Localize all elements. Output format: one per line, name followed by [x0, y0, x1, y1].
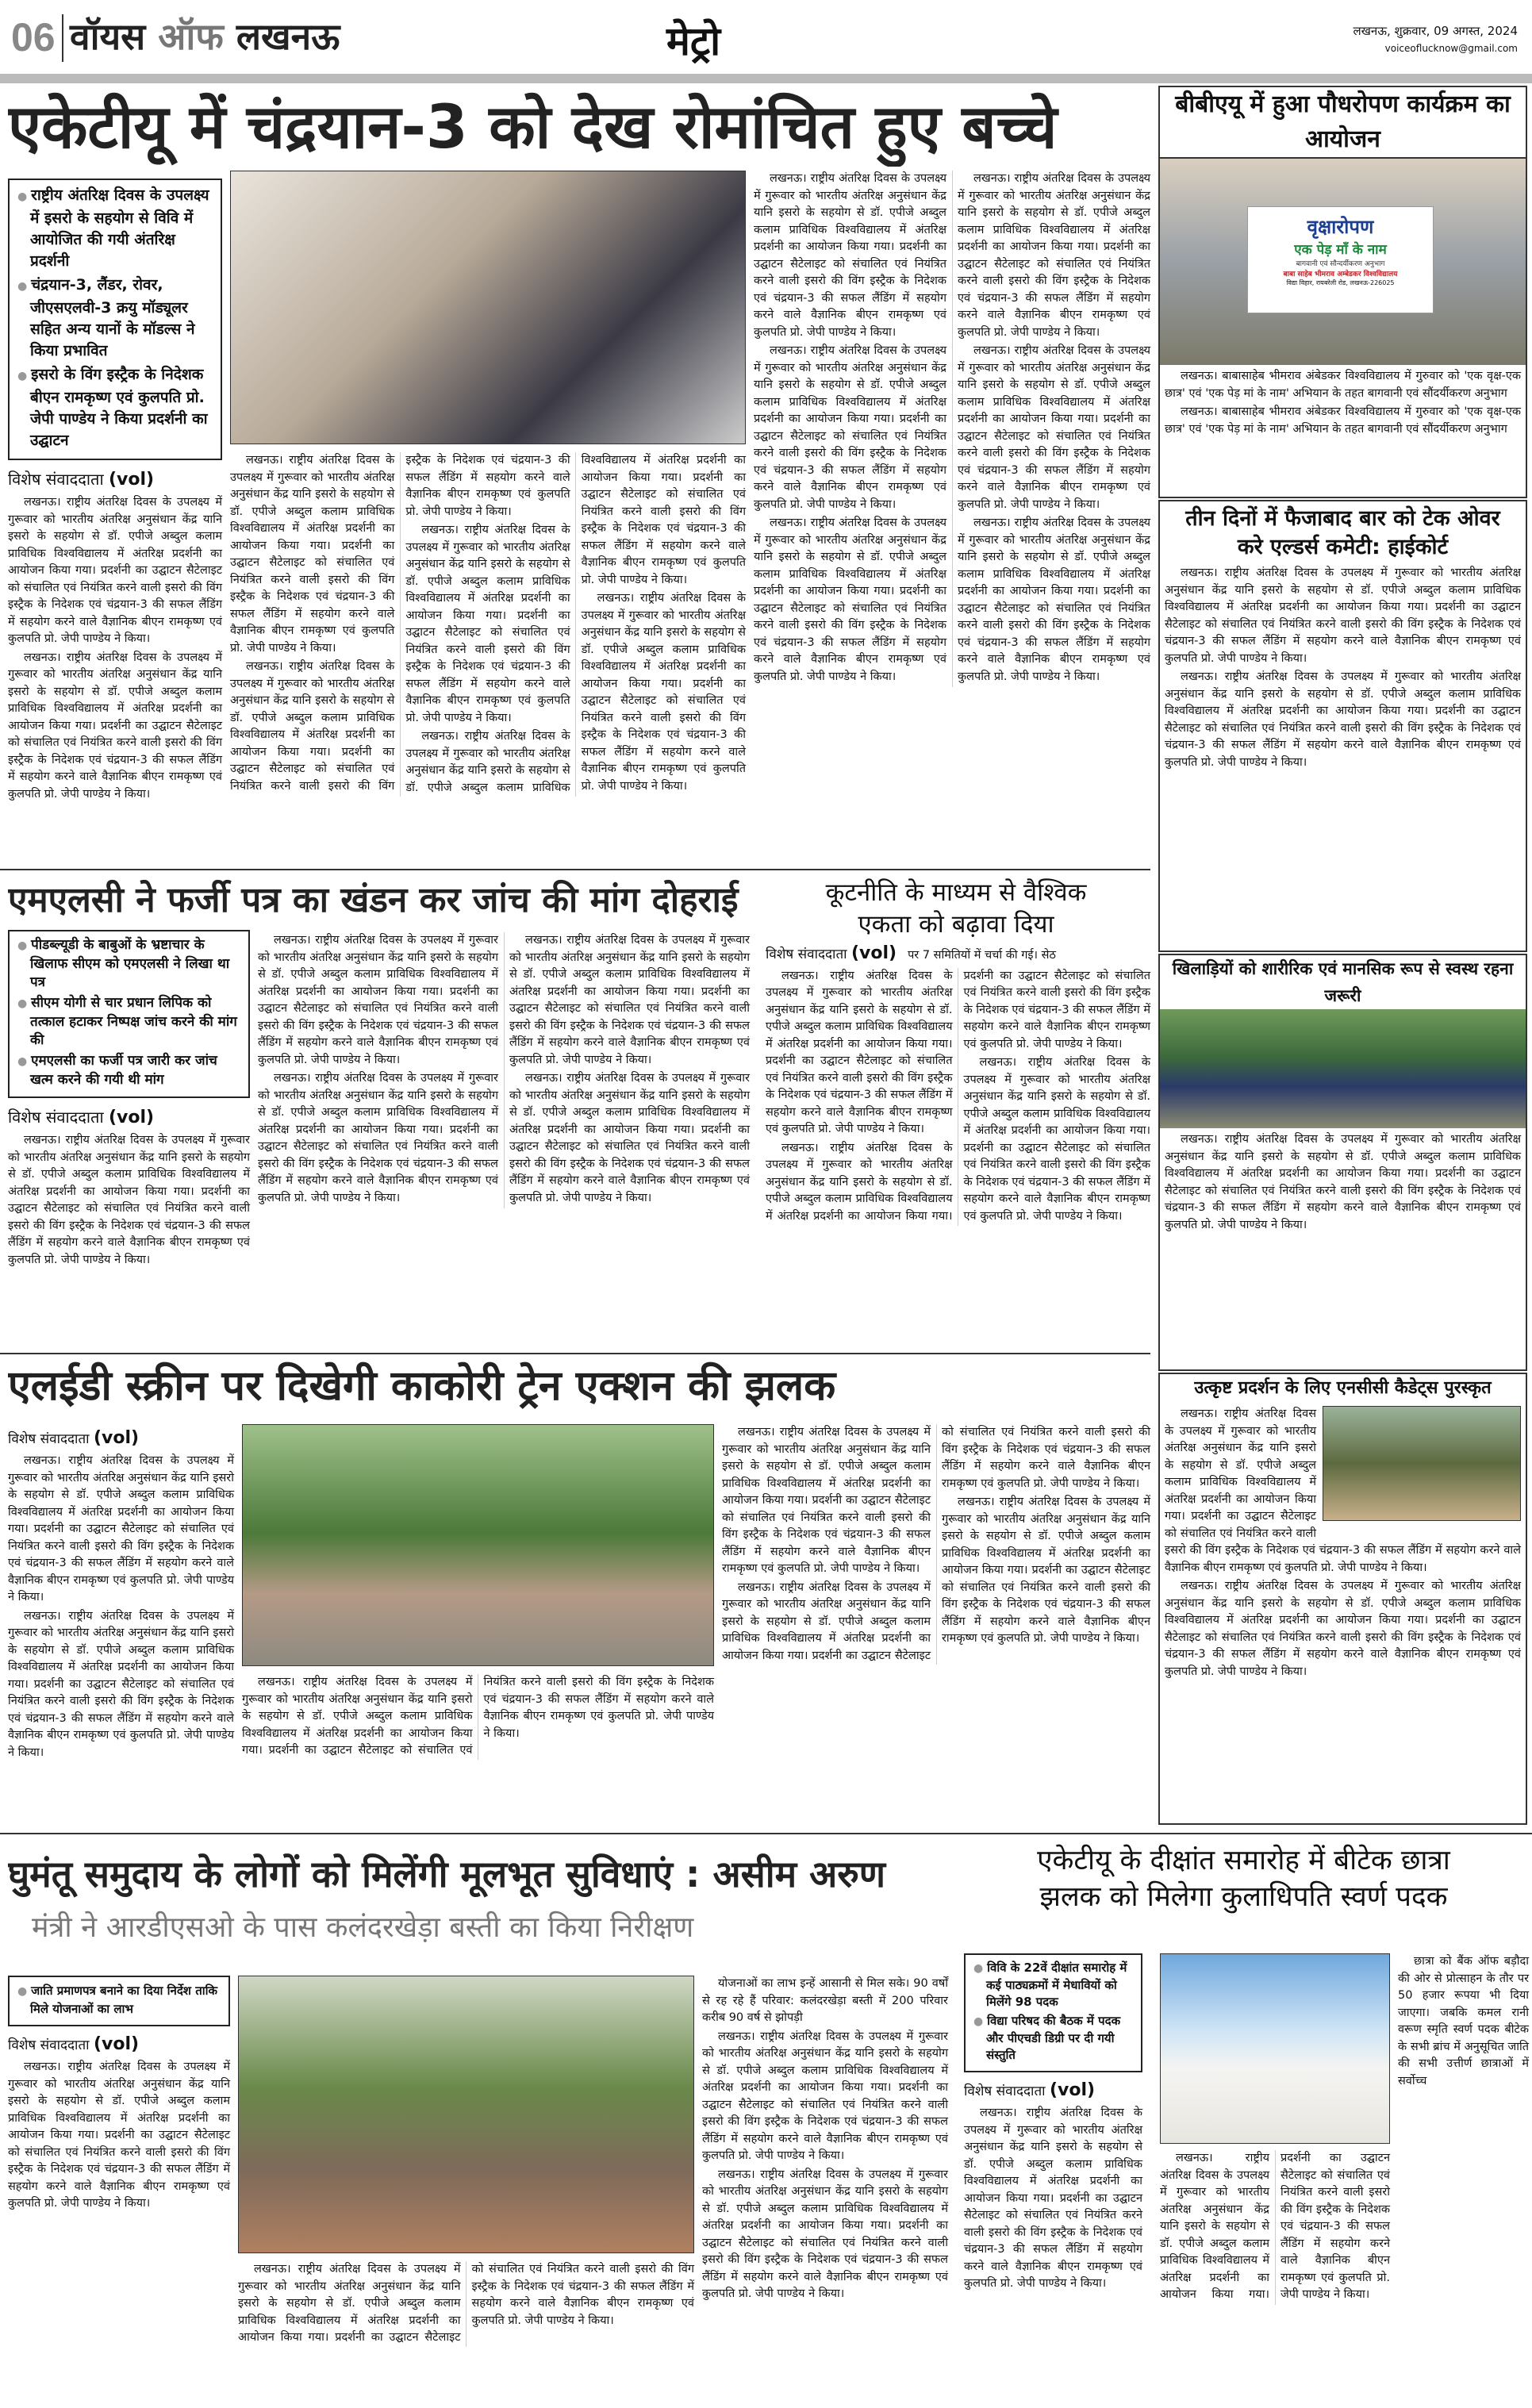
led-photo	[242, 1424, 714, 1666]
lead-body-right: लखनऊ। राष्ट्रीय अंतरिक्ष दिवस के उपलक्ष्य में गुरूवार को भारतीय अंतरिक्ष अनुसंधान केंद्र यानि इसरो के सहयोग से डॉ. एपीजे अब्दुल कलाम प्राविधिक विश्वविद्यालय में अंतरिक्ष प्रदर्शनी का आयोजन किया गया। प्रदर्शनी का उद्घाटन सैटेलाइट को संचालित एवं नियंत्रित करने वाली इसरो की विंग इस्ट्रैक के निदेशक एवं चंद्रयान-3 की सफल लैंडिंग में सहयोग करने वाले वैज्ञानिक बीएन रामकृष्ण एवं कुलपति प्रो. जेपी पाण्डेय ने किया। लखनऊ। राष्ट्रीय अंतरिक्ष दिवस के उपलक्ष्य में गुरूवार को भारतीय अंतरिक्ष अनुसंधान केंद्र यानि इसरो के सहयोग से डॉ. एपीजे अब्दुल कलाम प्राविधिक विश्वविद्यालय में अंतरिक्ष प्रदर्शनी का आयोजन किया गया। प्रदर्शनी का उद्घाटन सैटेलाइट को संचालित एवं नियंत्रित करने वाली इसरो की विंग इस्ट्रैक के निदेशक एवं चंद्रयान-3 की सफल लैंडिंग में सहयोग करने वाले वैज्ञानिक बीएन रामकृष्ण एवं कुलपति प्रो. जेपी पाण्डेय ने किया। लखनऊ। राष्ट्रीय अंतरिक्ष दिवस के उपलक्ष्य में गुरूवार को भारतीय अंतरिक्ष अनुसंधान केंद्र यानि इसरो के सहयोग से डॉ. एपीजे अब्दुल कलाम प्राविधिक विश्वविद्यालय में अंतरिक्ष प्रदर्शनी का आयोजन किया गया। प्रदर्शनी का उद्घाटन सैटेलाइट को संचालित एवं नियंत्रित करने वाली इसरो की विंग इस्ट्रैक के निदेशक एवं चंद्रयान-3 की सफल लैंडिंग में सहयोग करने वाले वैज्ञानिक बीएन रामकृष्ण एवं कुलपति प्रो. जेपी पाण्डेय ने किया। लखनऊ। राष्ट्रीय अंतरिक्ष दिवस के उपलक्ष्य में गुरूवार को भारतीय अंतरिक्ष अनुसंधान केंद्र यानि इसरो के सहयोग से डॉ. एपीजे अब्दुल कलाम प्राविधिक विश्वविद्यालय में अंतरिक्ष प्रदर्शनी का आयोजन किया गया। प्रदर्शनी का उद्घाटन सैटेलाइट को संचालित एवं नियंत्रित करने वाली इसरो की विंग इस्ट्रैक के निदेशक एवं चंद्रयान-3 की सफल लैंडिंग में सहयोग करने वाले वैज्ञानिक बीएन रामकृष्ण एवं कुलपति प्रो. जेपी पाण्डेय ने किया। लखनऊ। राष्ट्रीय अंतरिक्ष दिवस के उपलक्ष्य में गुरूवार को भारतीय अंतरिक्ष अनुसंधान केंद्र यानि इसरो के सहयोग से डॉ. एपीजे अब्दुल कलाम प्राविधिक विश्वविद्यालय में अंतरिक्ष प्रदर्शनी का आयोजन किया गया। प्रदर्शनी का उद्घाटन सैटेलाइट को संचालित एवं नियंत्रित करने वाली इसरो की विंग इस्ट्रैक के निदेशक एवं चंद्रयान-3 की सफल लैंडिंग में सहयोग करने वाले वैज्ञानिक बीएन रामकृष्ण एवं कुलपति प्रो. जेपी पाण्डेय ने किया। लखनऊ। राष्ट्रीय अंतरिक्ष दिवस के उपलक्ष्य में गुरूवार को भारतीय अंतरिक्ष अनुसंधान केंद्र यानि इसरो के सहयोग से डॉ. एपीजे अब्दुल कलाम प्राविधिक विश्वविद्यालय में अंतरिक्ष प्रदर्शनी का आयोजन किया गया। प्रदर्शनी का उद्घाटन सैटेलाइट को संचालित एवं नियंत्रित करने वाली इसरो की विंग इस्ट्रैक के निदेशक एवं चंद्रयान-3 की सफल लैंडिंग में सहयोग करने वाले वैज्ञानिक बीएन रामकृष्ण एवं कुलपति प्रो. जेपी पाण्डेय ने किया।	[754, 172, 1150, 683]
diplomacy-body: लखनऊ। राष्ट्रीय अंतरिक्ष दिवस के उपलक्ष्य में गुरूवार को भारतीय अंतरिक्ष अनुसंधान केंद्र यानि इसरो के सहयोग से डॉ. एपीजे अब्दुल कलाम प्राविधिक विश्वविद्यालय में अंतरिक्ष प्रदर्शनी का आयोजन किया गया। प्रदर्शनी का उद्घाटन सैटेलाइट को संचालित एवं नियंत्रित करने वाली इसरो की विंग इस्ट्रैक के निदेशक एवं चंद्रयान-3 की सफल लैंडिंग में सहयोग करने वाले वैज्ञानिक बीएन रामकृष्ण एवं कुलपति प्रो. जेपी पाण्डेय ने किया। लखनऊ। राष्ट्रीय अंतरिक्ष दिवस के उपलक्ष्य में गुरूवार को भारतीय अंतरिक्ष अनुसंधान केंद्र यानि इसरो के सहयोग से डॉ. एपीजे अब्दुल कलाम प्राविधिक विश्वविद्यालय में अंतरिक्ष प्रदर्शनी का आयोजन किया गया। प्रदर्शनी का उद्घाटन सैटेलाइट को संचालित एवं नियंत्रित करने वाली इसरो की विंग इस्ट्रैक के निदेशक एवं चंद्रयान-3 की सफल लैंडिंग में सहयोग करने वाले वैज्ञानिक बीएन रामकृष्ण एवं कुलपति प्रो. जेपी पाण्डेय ने किया। लखनऊ। राष्ट्रीय अंतरिक्ष दिवस के उपलक्ष्य में गुरूवार को भारतीय अंतरिक्ष अनुसंधान केंद्र यानि इसरो के सहयोग से डॉ. एपीजे अब्दुल कलाम प्राविधिक विश्वविद्यालय में अंतरिक्ष प्रदर्शनी का आयोजन किया गया। प्रदर्शनी का उद्घाटन सैटेलाइट को संचालित एवं नियंत्रित करने वाली इसरो की विंग इस्ट्रैक के निदेशक एवं चंद्रयान-3 की सफल लैंडिंग में सहयोग करने वाले वैज्ञानिक बीएन रामकृष्ण एवं कुलपति प्रो. जेपी पाण्डेय ने किया।	[766, 969, 1150, 1223]
ncc-photo	[1323, 1406, 1521, 1521]
newspaper-name: वॉयस ऑफ लखनऊ	[70, 15, 340, 58]
divider	[0, 1833, 1532, 1834]
section-title: मेट्रो	[666, 18, 721, 64]
mlc-left-column: ● पीडब्ल्यूडी के बाबुओं के भ्रष्टाचार के खिलाफ सीएम को एमएलसी ने लिखा था पत्र ● सीएम योगी से चार प्रधान लिपिक को तत्काल हटाकर निष्पक्ष जांच करने की मांग की ● एमएलसी का फर्जी पत्र जारी कर जांच खत्म करने की गयी थी मांग विशेष संवाददाता (vol) लखनऊ। राष्ट्रीय अंतरिक्ष दिवस के उपलक्ष्य में गुरूवार को भारतीय अंतरिक्ष अनुसंधान केंद्र यानि इसरो के सहयोग से डॉ. एपीजे अब्दुल कलाम प्राविधिक विश्वविद्यालय में अंतरिक्ष प्रदर्शनी का आयोजन किया गया। प्रदर्शनी का उद्घाटन सैटेलाइट को संचालित एवं नियंत्रित करने वाली इसरो की विंग इस्ट्रैक के निदेशक एवं चंद्रयान-3 की सफल लैंडिंग में सहयोग करने वाले वैज्ञानिक बीएन रामकृष्ण एवं कुलपति प्रो. जेपी पाण्डेय ने किया।	[8, 930, 250, 1270]
diplomacy-story: कूटनीति के माध्यम से वैश्विक एकता को बढ़ावा दिया विशेष संवाददाता (vol) पर 7 समितियों में चर्चा की गई। सेठ लखनऊ। राष्ट्रीय अंतरिक्ष दिवस के उपलक्ष्य में गुरूवार को भारतीय अंतरिक्ष अनुसंधान केंद्र यानि इसरो के सहयोग से डॉ. एपीजे अब्दुल कलाम प्राविधिक विश्वविद्यालय में अंतरिक्ष प्रदर्शनी का आयोजन किया गया। प्रदर्शनी का उद्घाटन सैटेलाइट को संचालित एवं नियंत्रित करने वाली इसरो की विंग इस्ट्रैक के निदेशक एवं चंद्रयान-3 की सफल लैंडिंग में सहयोग करने वाले वैज्ञानिक बीएन रामकृष्ण एवं कुलपति प्रो. जेपी पाण्डेय ने किया। लखनऊ। राष्ट्रीय अंतरिक्ष दिवस के उपलक्ष्य में गुरूवार को भारतीय अंतरिक्ष अनुसंधान केंद्र यानि इसरो के सहयोग से डॉ. एपीजे अब्दुल कलाम प्राविधिक विश्वविद्यालय में अंतरिक्ष प्रदर्शनी का आयोजन किया गया। प्रदर्शनी का उद्घाटन सैटेलाइट को संचालित एवं नियंत्रित करने वाली इसरो की विंग इस्ट्रैक के निदेशक एवं चंद्रयान-3 की सफल लैंडिंग में सहयोग करने वाले वैज्ञानिक बीएन रामकृष्ण एवं कुलपति प्रो. जेपी पाण्डेय ने किया। लखनऊ। राष्ट्रीय अंतरिक्ष दिवस के उपलक्ष्य में गुरूवार को भारतीय अंतरिक्ष अनुसंधान केंद्र यानि इसरो के सहयोग से डॉ. एपीजे अब्दुल कलाम प्राविधिक विश्वविद्यालय में अंतरिक्ष प्रदर्शनी का आयोजन किया गया। प्रदर्शनी का उद्घाटन सैटेलाइट को संचालित एवं नियंत्रित करने वाली इसरो की विंग इस्ट्रैक के निदेशक एवं चंद्रयान-3 की सफल लैंडिंग में सहयोग करने वाले वैज्ञानिक बीएन रामकृष्ण एवं कुलपति प्रो. जेपी पाण्डेय ने किया।	[762, 877, 1150, 1226]
faizabad-story: तीन दिनों में फैजाबाद बार को टेक ओवर करे एल्डर्स कमेटी: हाईकोर्ट लखनऊ। राष्ट्रीय अंतरिक्ष दिवस के उपलक्ष्य में गुरूवार को भारतीय अंतरिक्ष अनुसंधान केंद्र यानि इसरो के सहयोग से डॉ. एपीजे अब्दुल कलाम प्राविधिक विश्वविद्यालय में अंतरिक्ष प्रदर्शनी का आयोजन किया गया। प्रदर्शनी का उद्घाटन सैटेलाइट को संचालित एवं नियंत्रित करने वाली इसरो की विंग इस्ट्रैक के निदेशक एवं चंद्रयान-3 की सफल लैंडिंग में सहयोग करने वाले वैज्ञानिक बीएन रामकृष्ण एवं कुलपति प्रो. जेपी पाण्डेय ने किया। लखनऊ। राष्ट्रीय अंतरिक्ष दिवस के उपलक्ष्य में गुरूवार को भारतीय अंतरिक्ष अनुसंधान केंद्र यानि इसरो के सहयोग से डॉ. एपीजे अब्दुल कलाम प्राविधिक विश्वविद्यालय में अंतरिक्ष प्रदर्शनी का आयोजन किया गया। प्रदर्शनी का उद्घाटन सैटेलाइट को संचालित एवं नियंत्रित करने वाली इसरो की विंग इस्ट्रैक के निदेशक एवं चंद्रयान-3 की सफल लैंडिंग में सहयोग करने वाले वैज्ञानिक बीएन रामकृष्ण एवं कुलपति प्रो. जेपी पाण्डेय ने किया।	[1158, 500, 1527, 952]
diplomacy-headline: कूटनीति के माध्यम से वैश्विक एकता को बढ़ावा दिया	[825, 878, 1087, 939]
divider	[0, 74, 1532, 83]
aktu-body: छात्रा को बैंक ऑफ बड़ौदा की ओर से प्रोत्साहन के तौर पर 50 हजार रूपया भी दिया जाएगा। जबकि कमल रानी वरूण स्मृति स्वर्ण पदक बीटेक के सभी ब्रांच में अनुसूचित जाति की सभी उत्तीर्ण छात्राओं में सर्वोच्च	[1398, 1955, 1529, 2087]
bbau-story: बीबीएयू में हुआ पौधरोपण कार्यक्रम का आयोजन वृक्षारोपण एक पेड़ माँ के नाम बागवानी एवं सौन्दर्यीकरण अनुभाग बाबा साहेब भीमराव अम्बेडकर विश्वविद्यालय विद्या विहार, रायबरेली रोड, लखनऊ-226025 लखनऊ। बाबासाहेब भीमराव अंबेडकर विश्वविद्यालय में गुरुवार को 'एक वृक्ष-एक छात्र' एवं 'एक पेड़ मां के नाम' अभियान के तहत बागवानी एवं सौंदर्यीकरण अनुभाग लखनऊ। बाबासाहेब भीमराव अंबेडकर विश्वविद्यालय में गुरुवार को 'एक वृक्ष-एक छात्र' एवं 'एक पेड़ मां के नाम' अभियान के तहत बागवानी एवं सौंदर्यीकरण अनुभाग	[1158, 86, 1527, 498]
lead-left-column	[8, 179, 222, 805]
nomadic-photo	[238, 1976, 694, 2253]
nomadic-highlights: ● जाति प्रमाणपत्र बनाने का दिया निर्देश ताकि मिले योजनाओं का लाभ	[8, 1976, 230, 2026]
byline: विशेष संवाददाता (vol)	[964, 2080, 1096, 2100]
dateline: लखनऊ, शुक्रवार, 09 अगस्त, 2024 voiceoflucknow@gmail.com	[1353, 24, 1518, 54]
players-headline: खिलाड़ियों को शारीरिक एवं मानसिक रूप से स्वस्थ रहना जरूरी	[1172, 959, 1514, 1005]
players-photo	[1160, 1009, 1526, 1128]
led-left-column: विशेष संवाददाता (vol) लखनऊ। राष्ट्रीय अंतरिक्ष दिवस के उपलक्ष्य में गुरूवार को भारतीय अंतरिक्ष अनुसंधान केंद्र यानि इसरो के सहयोग से डॉ. एपीजे अब्दुल कलाम प्राविधिक विश्वविद्यालय में अंतरिक्ष प्रदर्शनी का आयोजन किया गया। प्रदर्शनी का उद्घाटन सैटेलाइट को संचालित एवं नियंत्रित करने वाली इसरो की विंग इस्ट्रैक के निदेशक एवं चंद्रयान-3 की सफल लैंडिंग में सहयोग करने वाले वैज्ञानिक बीएन रामकृष्ण एवं कुलपति प्रो. जेपी पाण्डेय ने किया। लखनऊ। राष्ट्रीय अंतरिक्ष दिवस के उपलक्ष्य में गुरूवार को भारतीय अंतरिक्ष अनुसंधान केंद्र यानि इसरो के सहयोग से डॉ. एपीजे अब्दुल कलाम प्राविधिक विश्वविद्यालय में अंतरिक्ष प्रदर्शनी का आयोजन किया गया। प्रदर्शनी का उद्घाटन सैटेलाइट को संचालित एवं नियंत्रित करने वाली इसरो की विंग इस्ट्रैक के निदेशक एवं चंद्रयान-3 की सफल लैंडिंग में सहयोग करने वाले वैज्ञानिक बीएन रामकृष्ण एवं कुलपति प्रो. जेपी पाण्डेय ने किया।	[8, 1428, 234, 1759]
byline: विशेष संवाददाता (vol)	[8, 1108, 155, 1127]
divider	[62, 14, 63, 62]
masthead	[0, 0, 1532, 71]
aktu-headline: एकेटीयू के दीक्षांत समारोह में बीटेक छात्रा झलक को मिलेगा कुलाधिपति स्वर्ण पदक	[1037, 1845, 1450, 1913]
mlc-highlights: ● पीडब्ल्यूडी के बाबुओं के भ्रष्टाचार के खिलाफ सीएम को एमएलसी ने लिखा था पत्र ● सीएम योगी से चार प्रधान लिपिक को तत्काल हटाकर निष्पक्ष जांच करने की मांग की ● एमएलसी का फर्जी पत्र जारी कर जांच खत्म करने की गयी थी मांग	[8, 930, 250, 1098]
byline: विशेष संवाददाता (vol)	[8, 2034, 140, 2054]
nomadic-subheadline: मंत्री ने आरडीएसओ के पास कलंदरखेड़ा बस्ती का किया निरीक्षण	[32, 1911, 694, 1944]
ncc-headline: उत्कृष्ट प्रदर्शन के लिए एनसीसी कैडेट्स पुरस्कृत	[1194, 1378, 1492, 1398]
lead-photo	[230, 171, 746, 444]
plantation-banner: वृक्षारोपण एक पेड़ माँ के नाम बागवानी एवं सौन्दर्यीकरण अनुभाग बाबा साहेब भीमराव अम्बेडकर विश्वविद्यालय विद्या विहार, रायबरेली रोड, लखनऊ-226025	[1247, 206, 1434, 313]
byline: विशेष संवाददाता (vol)	[766, 943, 897, 963]
aktu-highlights: ● विवि के 22वें दीक्षांत समारोह में कई पाठ्यक्रमों में मेधावियों को मिलेंगे 98 पदक ● विद्या परिषद की बैठक में पदक और पीएचडी डिग्री पर दी गयी संस्तुति	[964, 1953, 1142, 2072]
nomadic-left-column: ● जाति प्रमाणपत्र बनाने का दिया निर्देश ताकि मिले योजनाओं का लाभ विशेष संवाददाता (vol) लखनऊ। राष्ट्रीय अंतरिक्ष दिवस के उपलक्ष्य में गुरूवार को भारतीय अंतरिक्ष अनुसंधान केंद्र यानि इसरो के सहयोग से डॉ. एपीजे अब्दुल कलाम प्राविधिक विश्वविद्यालय में अंतरिक्ष प्रदर्शनी का आयोजन किया गया। प्रदर्शनी का उद्घाटन सैटेलाइट को संचालित एवं नियंत्रित करने वाली इसरो की विंग इस्ट्रैक के निदेशक एवं चंद्रयान-3 की सफल लैंडिंग में सहयोग करने वाले वैज्ञानिक बीएन रामकृष्ण एवं कुलपति प्रो. जेपी पाण्डेय ने किया।	[8, 1976, 230, 2214]
mlc-body: लखनऊ। राष्ट्रीय अंतरिक्ष दिवस के उपलक्ष्य में गुरूवार को भारतीय अंतरिक्ष अनुसंधान केंद्र यानि इसरो के सहयोग से डॉ. एपीजे अब्दुल कलाम प्राविधिक विश्वविद्यालय में अंतरिक्ष प्रदर्शनी का आयोजन किया गया। प्रदर्शनी का उद्घाटन सैटेलाइट को संचालित एवं नियंत्रित करने वाली इसरो की विंग इस्ट्रैक के निदेशक एवं चंद्रयान-3 की सफल लैंडिंग में सहयोग करने वाले वैज्ञानिक बीएन रामकृष्ण एवं कुलपति प्रो. जेपी पाण्डेय ने किया। लखनऊ। राष्ट्रीय अंतरिक्ष दिवस के उपलक्ष्य में गुरूवार को भारतीय अंतरिक्ष अनुसंधान केंद्र यानि इसरो के सहयोग से डॉ. एपीजे अब्दुल कलाम प्राविधिक विश्वविद्यालय में अंतरिक्ष प्रदर्शनी का आयोजन किया गया। प्रदर्शनी का उद्घाटन सैटेलाइट को संचालित एवं नियंत्रित करने वाली इसरो की विंग इस्ट्रैक के निदेशक एवं चंद्रयान-3 की सफल लैंडिंग में सहयोग करने वाले वैज्ञानिक बीएन रामकृष्ण एवं कुलपति प्रो. जेपी पाण्डेय ने किया। लखनऊ। राष्ट्रीय अंतरिक्ष दिवस के उपलक्ष्य में गुरूवार को भारतीय अंतरिक्ष अनुसंधान केंद्र यानि इसरो के सहयोग से डॉ. एपीजे अब्दुल कलाम प्राविधिक विश्वविद्यालय में अंतरिक्ष प्रदर्शनी का आयोजन किया गया। प्रदर्शनी का उद्घाटन सैटेलाइट को संचालित एवं नियंत्रित करने वाली इसरो की विंग इस्ट्रैक के निदेशक एवं चंद्रयान-3 की सफल लैंडिंग में सहयोग करने वाले वैज्ञानिक बीएन रामकृष्ण एवं कुलपति प्रो. जेपी पाण्डेय ने किया। लखनऊ। राष्ट्रीय अंतरिक्ष दिवस के उपलक्ष्य में गुरूवार को भारतीय अंतरिक्ष अनुसंधान केंद्र यानि इसरो के सहयोग से डॉ. एपीजे अब्दुल कलाम प्राविधिक विश्वविद्यालय में अंतरिक्ष प्रदर्शनी का आयोजन किया गया। प्रदर्शनी का उद्घाटन सैटेलाइट को संचालित एवं नियंत्रित करने वाली इसरो की विंग इस्ट्रैक के निदेशक एवं चंद्रयान-3 की सफल लैंडिंग में सहयोग करने वाले वैज्ञानिक बीएन रामकृष्ण एवं कुलपति प्रो. जेपी पाण्डेय ने किया।	[258, 934, 750, 1204]
mlc-headline: एमएलसी ने फर्जी पत्र का खंडन कर जांच की मांग दोहराई	[8, 880, 739, 920]
lead-highlights: ● राष्ट्रीय अंतरिक्ष दिवस के उपलक्ष्य में इसरो के सहयोग से विवि में आयोजित की गयी अंतरिक्ष प्रदर्शनी ● चंद्रयान-3, लैंडर, रोवर, जीएसएलवी-3 क्रयु मॉड्यूलर सहित अन्य यानों के मॉडल्स ने किया प्रभावित ● इसरो के विंग इस्ट्रैक के निदेशक बीएन रामकृष्ण एवं कुलपति प्रो. जेपी पाण्डेय ने किया प्रदर्शनी का उद्घाटन	[8, 179, 222, 460]
led-headline: एलईडी स्क्रीन पर दिखेगी काकोरी ट्रेन एक्शन की झलक	[8, 1362, 836, 1410]
led-body: लखनऊ। राष्ट्रीय अंतरिक्ष दिवस के उपलक्ष्य में गुरूवार को भारतीय अंतरिक्ष अनुसंधान केंद्र यानि इसरो के सहयोग से डॉ. एपीजे अब्दुल कलाम प्राविधिक विश्वविद्यालय में अंतरिक्ष प्रदर्शनी का आयोजन किया गया। प्रदर्शनी का उद्घाटन सैटेलाइट को संचालित एवं नियंत्रित करने वाली इसरो की विंग इस्ट्रैक के निदेशक एवं चंद्रयान-3 की सफल लैंडिंग में सहयोग करने वाले वैज्ञानिक बीएन रामकृष्ण एवं कुलपति प्रो. जेपी पाण्डेय ने किया। लखनऊ। राष्ट्रीय अंतरिक्ष दिवस के उपलक्ष्य में गुरूवार को भारतीय अंतरिक्ष अनुसंधान केंद्र यानि इसरो के सहयोग से डॉ. एपीजे अब्दुल कलाम प्राविधिक विश्वविद्यालय में अंतरिक्ष प्रदर्शनी का आयोजन किया गया। प्रदर्शनी का उद्घाटन सैटेलाइट को संचालित एवं नियंत्रित करने वाली इसरो की विंग इस्ट्रैक के निदेशक एवं चंद्रयान-3 की सफल लैंडिंग में सहयोग करने वाले वैज्ञानिक बीएन रामकृष्ण एवं कुलपति प्रो. जेपी पाण्डेय ने किया। लखनऊ। राष्ट्रीय अंतरिक्ष दिवस के उपलक्ष्य में गुरूवार को भारतीय अंतरिक्ष अनुसंधान केंद्र यानि इसरो के सहयोग से डॉ. एपीजे अब्दुल कलाम प्राविधिक विश्वविद्यालय में अंतरिक्ष प्रदर्शनी का आयोजन किया गया। प्रदर्शनी का उद्घाटन सैटेलाइट को संचालित एवं नियंत्रित करने वाली इसरो की विंग इस्ट्रैक के निदेशक एवं चंद्रयान-3 की सफल लैंडिंग में सहयोग करने वाले वैज्ञानिक बीएन रामकृष्ण एवं कुलपति प्रो. जेपी पाण्डेय ने किया।	[722, 1426, 1150, 1662]
nomadic-headline: घुमंतू समुदाय के लोगों को मिलेंगी मूलभूत सुविधाएं : असीम अरुण	[8, 1853, 886, 1895]
lead-headline: एकेटीयू में चंद्रयान-3 को देख रोमांचित हुए बच्चे	[8, 91, 1058, 162]
faizabad-headline: तीन दिनों में फैजाबाद बार को टेक ओवर करे एल्डर्स कमेटी: हाईकोर्ट	[1185, 506, 1500, 559]
lead-body: लखनऊ। राष्ट्रीय अंतरिक्ष दिवस के उपलक्ष्य में गुरूवार को भारतीय अंतरिक्ष अनुसंधान केंद्र यानि इसरो के सहयोग से डॉ. एपीजे अब्दुल कलाम प्राविधिक विश्वविद्यालय में अंतरिक्ष प्रदर्शनी का आयोजन किया गया। प्रदर्शनी का उद्घाटन सैटेलाइट को संचालित एवं नियंत्रित करने वाली इसरो की विंग इस्ट्रैक के निदेशक एवं चंद्रयान-3 की सफल लैंडिंग में सहयोग करने वाले वैज्ञानिक बीएन रामकृष्ण एवं कुलपति प्रो. जेपी पाण्डेय ने किया। लखनऊ। राष्ट्रीय अंतरिक्ष दिवस के उपलक्ष्य में गुरूवार को भारतीय अंतरिक्ष अनुसंधान केंद्र यानि इसरो के सहयोग से डॉ. एपीजे अब्दुल कलाम प्राविधिक विश्वविद्यालय में अंतरिक्ष प्रदर्शनी का आयोजन किया गया। प्रदर्शनी का उद्घाटन सैटेलाइट को संचालित एवं नियंत्रित करने वाली इसरो की विंग इस्ट्रैक के निदेशक एवं चंद्रयान-3 की सफल लैंडिंग में सहयोग करने वाले वैज्ञानिक बीएन रामकृष्ण एवं कुलपति प्रो. जेपी पाण्डेय ने किया। लखनऊ। राष्ट्रीय अंतरिक्ष दिवस के उपलक्ष्य में गुरूवार को भारतीय अंतरिक्ष अनुसंधान केंद्र यानि इसरो के सहयोग से डॉ. एपीजे अब्दुल कलाम प्राविधिक विश्वविद्यालय में अंतरिक्ष प्रदर्शनी का आयोजन किया गया। प्रदर्शनी का उद्घाटन सैटेलाइट को संचालित एवं नियंत्रित करने वाली इसरो की विंग इस्ट्रैक के निदेशक एवं चंद्रयान-3 की सफल लैंडिंग में सहयोग करने वाले वैज्ञानिक बीएन रामकृष्ण एवं कुलपति प्रो. जेपी पाण्डेय ने किया। लखनऊ। राष्ट्रीय अंतरिक्ष दिवस के उपलक्ष्य में गुरूवार को भारतीय अंतरिक्ष अनुसंधान केंद्र यानि इसरो के सहयोग से डॉ. एपीजे अब्दुल कलाम प्राविधिक विश्वविद्यालय में अंतरिक्ष प्रदर्शनी का आयोजन किया गया। प्रदर्शनी का उद्घाटन सैटेलाइट को संचालित एवं नियंत्रित करने वाली इसरो की विंग इस्ट्रैक के निदेशक एवं चंद्रयान-3 की सफल लैंडिंग में सहयोग करने वाले वैज्ञानिक बीएन रामकृष्ण एवं कुलपति प्रो. जेपी पाण्डेय ने किया। लखनऊ। राष्ट्रीय अंतरिक्ष दिवस के उपलक्ष्य में गुरूवार को भारतीय अंतरिक्ष अनुसंधान केंद्र यानि इसरो के सहयोग से डॉ. एपीजे अब्दुल कलाम प्राविधिक विश्वविद्यालय में अंतरिक्ष प्रदर्शनी का आयोजन किया गया। प्रदर्शनी का उद्घाटन सैटेलाइट को संचालित एवं नियंत्रित करने वाली इसरो की विंग इस्ट्रैक के निदेशक एवं चंद्रयान-3 की सफल लैंडिंग में सहयोग करने वाले वैज्ञानिक बीएन रामकृष्ण एवं कुलपति प्रो. जेपी पाण्डेय ने किया।	[230, 454, 746, 794]
lead-body-col1: लखनऊ। राष्ट्रीय अंतरिक्ष दिवस के उपलक्ष्य में गुरूवार को भारतीय अंतरिक्ष अनुसंधान केंद्र यानि इसरो के सहयोग से डॉ. एपीजे अब्दुल कलाम प्राविधिक विश्वविद्यालय में अंतरिक्ष प्रदर्शनी का आयोजन किया गया। प्रदर्शनी का उद्घाटन सैटेलाइट को संचालित एवं नियंत्रित करने वाली इसरो की विंग इस्ट्रैक के निदेशक एवं चंद्रयान-3 की सफल लैंडिंग में सहयोग करने वाले वैज्ञानिक बीएन रामकृष्ण एवं कुलपति प्रो. जेपी पाण्डेय ने किया। लखनऊ। राष्ट्रीय अंतरिक्ष दिवस के उपलक्ष्य में गुरूवार को भारतीय अंतरिक्ष अनुसंधान केंद्र यानि इसरो के सहयोग से डॉ. एपीजे अब्दुल कलाम प्राविधिक विश्वविद्यालय में अंतरिक्ष प्रदर्शनी का आयोजन किया गया। प्रदर्शनी का उद्घाटन सैटेलाइट को संचालित एवं नियंत्रित करने वाली इसरो की विंग इस्ट्रैक के निदेशक एवं चंद्रयान-3 की सफल लैंडिंग में सहयोग करने वाले वैज्ञानिक बीएन रामकृष्ण एवं कुलपति प्रो. जेपी पाण्डेय ने किया।	[8, 496, 222, 801]
divider	[0, 869, 1150, 870]
byline: विशेष संवाददाता (vol)	[8, 470, 155, 490]
nomadic-body: योजनाओं का लाभ इन्हें आसानी से मिल सके। 90 वर्षों से रह रहे हैं परिवार: कलंदरखेड़ा बस्ती में 200 परिवार करीब 90 वर्ष से झोपड़ी लखनऊ। राष्ट्रीय अंतरिक्ष दिवस के उपलक्ष्य में गुरूवार को भारतीय अंतरिक्ष अनुसंधान केंद्र यानि इसरो के सहयोग से डॉ. एपीजे अब्दुल कलाम प्राविधिक विश्वविद्यालय में अंतरिक्ष प्रदर्शनी का आयोजन किया गया। प्रदर्शनी का उद्घाटन सैटेलाइट को संचालित एवं नियंत्रित करने वाली इसरो की विंग इस्ट्रैक के निदेशक एवं चंद्रयान-3 की सफल लैंडिंग में सहयोग करने वाले वैज्ञानिक बीएन रामकृष्ण एवं कुलपति प्रो. जेपी पाण्डेय ने किया। लखनऊ। राष्ट्रीय अंतरिक्ष दिवस के उपलक्ष्य में गुरूवार को भारतीय अंतरिक्ष अनुसंधान केंद्र यानि इसरो के सहयोग से डॉ. एपीजे अब्दुल कलाम प्राविधिक विश्वविद्यालय में अंतरिक्ष प्रदर्शनी का आयोजन किया गया। प्रदर्शनी का उद्घाटन सैटेलाइट को संचालित एवं नियंत्रित करने वाली इसरो की विंग इस्ट्रैक के निदेशक एवं चंद्रयान-3 की सफल लैंडिंग में सहयोग करने वाले वैज्ञानिक बीएन रामकृष्ण एवं कुलपति प्रो. जेपी पाण्डेय ने किया।	[702, 1977, 948, 2300]
byline: विशेष संवाददाता (vol)	[8, 1428, 140, 1448]
aktu-building-photo	[1160, 1953, 1390, 2144]
bbau-headline: बीबीएयू में हुआ पौधरोपण कार्यक्रम का आयोजन	[1160, 87, 1526, 159]
bbau-photo	[1160, 159, 1526, 365]
ncc-story: उत्कृष्ट प्रदर्शन के लिए एनसीसी कैडेट्स पुरस्कृत लखनऊ। राष्ट्रीय अंतरिक्ष दिवस के उपलक्ष्य में गुरूवार को भारतीय अंतरिक्ष अनुसंधान केंद्र यानि इसरो के सहयोग से डॉ. एपीजे अब्दुल कलाम प्राविधिक विश्वविद्यालय में अंतरिक्ष प्रदर्शनी का आयोजन किया गया। प्रदर्शनी का उद्घाटन सैटेलाइट को संचालित एवं नियंत्रित करने वाली इसरो की विंग इस्ट्रैक के निदेशक एवं चंद्रयान-3 की सफल लैंडिंग में सहयोग करने वाले वैज्ञानिक बीएन रामकृष्ण एवं कुलपति प्रो. जेपी पाण्डेय ने किया। लखनऊ। राष्ट्रीय अंतरिक्ष दिवस के उपलक्ष्य में गुरूवार को भारतीय अंतरिक्ष अनुसंधान केंद्र यानि इसरो के सहयोग से डॉ. एपीजे अब्दुल कलाम प्राविधिक विश्वविद्यालय में अंतरिक्ष प्रदर्शनी का आयोजन किया गया। प्रदर्शनी का उद्घाटन सैटेलाइट को संचालित एवं नियंत्रित करने वाली इसरो की विंग इस्ट्रैक के निदेशक एवं चंद्रयान-3 की सफल लैंडिंग में सहयोग करने वाले वैज्ञानिक बीएन रामकृष्ण एवं कुलपति प्रो. जेपी पाण्डेय ने किया।	[1158, 1373, 1527, 1825]
page-number: 06	[11, 15, 56, 60]
aktu-left-column: ● विवि के 22वें दीक्षांत समारोह में कई पाठ्यक्रमों में मेधावियों को मिलेंगे 98 पदक ● विद्या परिषद की बैठक में पदक और पीएचडी डिग्री पर दी गयी संस्तुति विशेष संवाददाता (vol) लखनऊ। राष्ट्रीय अंतरिक्ष दिवस के उपलक्ष्य में गुरूवार को भारतीय अंतरिक्ष अनुसंधान केंद्र यानि इसरो के सहयोग से डॉ. एपीजे अब्दुल कलाम प्राविधिक विश्वविद्यालय में अंतरिक्ष प्रदर्शनी का आयोजन किया गया। प्रदर्शनी का उद्घाटन सैटेलाइट को संचालित एवं नियंत्रित करने वाली इसरो की विंग इस्ट्रैक के निदेशक एवं चंद्रयान-3 की सफल लैंडिंग में सहयोग करने वाले वैज्ञानिक बीएन रामकृष्ण एवं कुलपति प्रो. जेपी पाण्डेय ने किया।	[964, 1953, 1142, 2295]
divider	[0, 1353, 1150, 1354]
players-story: खिलाड़ियों को शारीरिक एवं मानसिक रूप से स्वस्थ रहना जरूरी लखनऊ। राष्ट्रीय अंतरिक्ष दिवस के उपलक्ष्य में गुरूवार को भारतीय अंतरिक्ष अनुसंधान केंद्र यानि इसरो के सहयोग से डॉ. एपीजे अब्दुल कलाम प्राविधिक विश्वविद्यालय में अंतरिक्ष प्रदर्शनी का आयोजन किया गया। प्रदर्शनी का उद्घाटन सैटेलाइट को संचालित एवं नियंत्रित करने वाली इसरो की विंग इस्ट्रैक के निदेशक एवं चंद्रयान-3 की सफल लैंडिंग में सहयोग करने वाले वैज्ञानिक बीएन रामकृष्ण एवं कुलपति प्रो. जेपी पाण्डेय ने किया।	[1158, 954, 1527, 1371]
